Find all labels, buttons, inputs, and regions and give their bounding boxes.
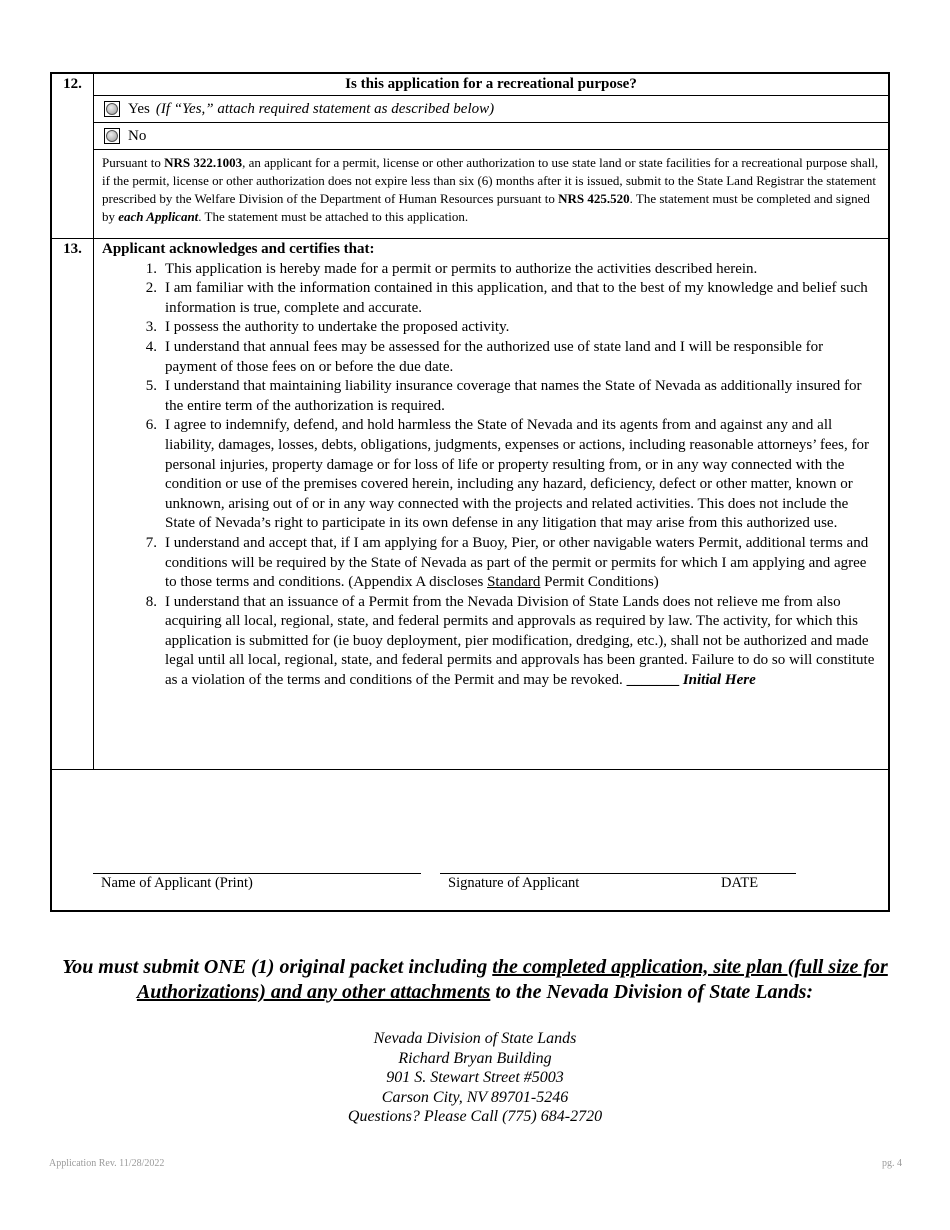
- initial-blank[interactable]: _______: [626, 672, 680, 689]
- certification-list: [102, 260, 880, 691]
- option-no: [94, 123, 888, 150]
- submit-underlined-text: the completed application, site plan (full size for Authorizations) and any other attachments: [136, 956, 888, 1003]
- item-text-part: Permit Conditions): [540, 574, 659, 591]
- name-line[interactable]: [93, 873, 421, 874]
- application-form-table: [50, 72, 890, 912]
- name-of-applicant-label: Name of Applicant (Print): [101, 875, 253, 891]
- yes-radio-button[interactable]: [104, 101, 120, 117]
- item-text: I understand that maintaining liability insurance coverage that names the State of Nevada as additionally insured for the entire term of the authorization is required.: [165, 378, 862, 414]
- item-text: I agree to indemnify, defend, and hold harmless the State of Nevada and its agents from and against any and all liability, damages, losses, debts, obligations, judgments, expenses or actions, including reasonable attorneys’ fees, for personal injuries, property damage or for loss of life or property resulting from, or in any way connected with the condition or use of the premises covered herein, including any hazard, deficiency, defect or other matter, known or unknown, arising out of or in any way connected with the projects and related activities. This does not include the State of Nevada’s right to participate in its own defense in any litigation that may arise from this authorized use.: [165, 417, 870, 532]
- list-item: [102, 377, 880, 416]
- item-number: 7.: [145, 534, 157, 551]
- submission-instructions: [50, 955, 900, 1005]
- nrs-citation: NRS 322.1003: [164, 155, 243, 170]
- address-line: Richard Bryan Building: [398, 1049, 552, 1067]
- question-13-row: [52, 239, 888, 770]
- yes-note: (If “Yes,” attach required statement as described below): [155, 100, 495, 117]
- standard-underlined: Standard: [487, 574, 541, 591]
- question-12-title: Is this application for a recreational purpose?: [94, 74, 888, 96]
- item-text-part: I understand that an issuance of a Permit from the Nevada Division of State Lands does not relieve me from also acquiring all local, regional, state, and federal permits and approvals as required by law. The activity, for which this application is submitted for (ie buoy deployment, pier modification, dredging, etc.), shall not be authorized and made legal until all local, regional, state, and federal permits and approvals has been granted. Failure to do so will constitute as a violation of the terms and conditions of the Permit and may be revoked.: [165, 593, 875, 689]
- item-text: I am familiar with the information contained in this application, and that to the best of my knowledge and belief such information is true, complete and accurate.: [165, 280, 868, 316]
- option-yes: [94, 96, 888, 123]
- no-label: No: [128, 127, 147, 144]
- signature-of-applicant-label: Signature of Applicant: [448, 875, 580, 891]
- item-text: I possess the authority to undertake the proposed activity.: [165, 319, 510, 336]
- question-13-number: 13.: [52, 239, 94, 769]
- pursuant-text: . The statement must be completed and signed by: [102, 191, 870, 224]
- submit-text: to the Nevada Division of State Lands:: [490, 981, 814, 1003]
- date-label: DATE: [721, 875, 759, 891]
- phone-line: Questions? Please Call (775) 684-2720: [347, 1108, 603, 1125]
- pursuant-text: , an applicant for a permit, license or other authorization to use state land or state facilities for a recreational purpose shall, if the permit, license or other authorization does not expire less than six (6) months after it is issued, submit to the State Land Registrar the statement prescribed by the Welfare Division of the Department of Human Resources pursuant to: [102, 155, 879, 206]
- list-item: [102, 279, 880, 318]
- pursuant-paragraph: [94, 150, 888, 238]
- pursuant-text: Pursuant to: [102, 155, 165, 170]
- list-item: [102, 593, 880, 691]
- item-number: 3.: [145, 319, 157, 336]
- yes-label: Yes: [128, 100, 150, 117]
- list-item: [102, 318, 880, 338]
- revision-footer: Application Rev. 11/28/2022: [49, 1158, 165, 1169]
- item-number: 2.: [145, 280, 157, 297]
- nrs-citation: NRS 425.520: [558, 191, 630, 206]
- item-number: 4.: [145, 338, 157, 355]
- submit-text: You must submit ONE (1) original packet including: [62, 956, 493, 978]
- item-text: I understand that annual fees may be assessed for the authorized use of state land and I will be responsible for payment of those fees on or before the due date.: [165, 338, 824, 375]
- item-text: This application is hereby made for a permit or permits to authorize the activities described herein.: [165, 260, 758, 277]
- signature-row: [52, 770, 888, 910]
- list-item: [102, 534, 880, 593]
- question-12-row: [52, 74, 888, 239]
- item-text-part: I understand and accept that, if I am applying for a Buoy, Pier, or other navigable waters Permit, additional terms and conditions will be required by the State of Nevada as part of the permit or permits for which I am applying and agree to those terms and conditions. (Appendix A discloses: [165, 534, 869, 591]
- item-text: [165, 593, 880, 691]
- question-13-content: [94, 239, 888, 769]
- list-item: [102, 416, 880, 534]
- question-12-content: [94, 74, 888, 238]
- address-line: Carson City, NV 89701-5246: [381, 1088, 569, 1106]
- radio-circle-icon: [106, 130, 118, 142]
- radio-circle-icon: [106, 103, 118, 115]
- page-number: pg. 4: [882, 1158, 902, 1169]
- initial-here-label: Initial Here: [679, 672, 756, 689]
- list-item: [102, 260, 880, 280]
- each-applicant-emphasis: each Applicant: [118, 209, 199, 224]
- signature-line[interactable]: [440, 873, 796, 874]
- address-line: 901 S. Stewart Street #5003: [386, 1069, 564, 1086]
- item-number: 1.: [145, 260, 157, 277]
- list-item: [102, 338, 880, 377]
- item-number: 5.: [145, 378, 157, 395]
- item-number: 6.: [145, 417, 157, 434]
- no-radio-button[interactable]: [104, 128, 120, 144]
- pursuant-text: . The statement must be attached to this application.: [198, 209, 469, 224]
- item-text: [165, 534, 880, 593]
- question-13-heading: Applicant acknowledges and certifies that:: [102, 241, 375, 257]
- question-12-number: 12.: [52, 74, 94, 238]
- address-line: Nevada Division of State Lands: [373, 1030, 577, 1047]
- item-number: 8.: [145, 593, 157, 610]
- mailing-address: [0, 1029, 950, 1127]
